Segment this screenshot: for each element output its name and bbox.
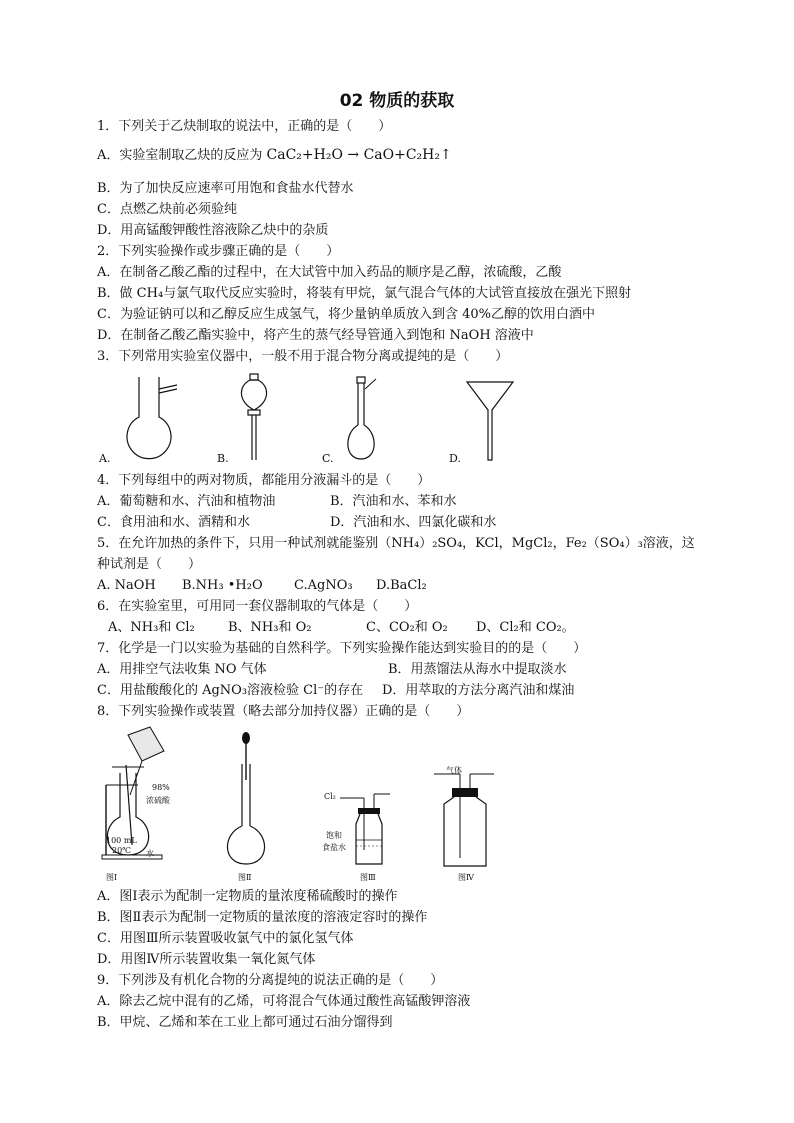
q1-option-a-equation: CaC₂+H₂O → CaO+C₂H₂↑ [266, 147, 452, 163]
fig1-acid-label: 浓硫酸 [146, 796, 170, 805]
q6-option-d: D、Cl₂和 CO₂。 [476, 620, 575, 635]
q5-stem-line2: 种试剂是（ ） [97, 557, 202, 572]
q2-option-c: C．为验证钠可以和乙醇反应生成氢气，将少量钠单质放入到含 40%乙醇的饮用白酒中 [97, 307, 595, 322]
fig1-flask-temp: 20℃ [112, 846, 132, 855]
page-title: 02 物质的获取 [339, 91, 455, 111]
q1-option-d: D．用高锰酸钾酸性溶液除乙炔中的杂质 [97, 223, 329, 238]
q3-label-c: C. [322, 452, 334, 465]
q6-option-b: B、NH₃和 O₂ [228, 620, 312, 635]
q1-option-a [97, 146, 452, 165]
q2-stem: 2．下列实验操作或步骤正确的是（ ） [97, 244, 340, 259]
figure-2-dropper-flask [220, 730, 280, 870]
q3-stem: 3．下列常用实验室仪器中，一般不用于混合物分离或提纯的是（ ） [97, 349, 509, 364]
q2-option-b: B．做 CH₄与氯气取代反应实验时，将装有甲烷，氯气混合气体的大试管直接放在强光下照射 [97, 286, 632, 301]
q1-stem: 1．下列关于乙炔制取的说法中，正确的是（ ） [97, 119, 392, 134]
q3-label-b: B. [217, 452, 229, 465]
fig4-label: 图Ⅳ [458, 873, 474, 882]
q3-label-a: A. [99, 452, 111, 465]
q7-option-b: B．用蒸馏法从海水中提取淡水 [388, 662, 567, 677]
q7-option-c: C．用盐酸酸化的 AgNO₃溶液检验 Cl⁻的存在 [97, 683, 364, 698]
fig4-gas-label: 气体 [446, 766, 462, 775]
q8-option-a: A．图Ⅰ表示为配制一定物质的量浓度稀硫酸时的操作 [97, 889, 398, 904]
fig1-water-label: 水 [146, 849, 154, 858]
q7-option-d: D．用萃取的方法分离汽油和煤油 [382, 683, 575, 698]
q4-option-d: D．汽油和水、四氯化碳和水 [330, 515, 497, 530]
q5-option-c: C.AgNO₃ [294, 578, 353, 593]
q5-option-d: D.BaCl₂ [376, 578, 427, 593]
figure-4-gas-bottle [430, 768, 500, 870]
q2-option-a: A．在制备乙酸乙酯的过程中，在大试管中加入药品的顺序是乙醇，浓硫酸，乙酸 [97, 265, 562, 280]
q1-option-a-text: A．实验室制取乙炔的反应为 [97, 148, 267, 163]
q7-stem: 7．化学是一门以实验为基础的自然科学。下列实验操作能达到实验目的的是（ ） [97, 641, 587, 656]
round-bottom-flask-icon [115, 375, 185, 465]
q1-option-b: B．为了加快反应速率可用饱和食盐水代替水 [97, 181, 354, 196]
fig1-concentration: 98% [152, 783, 170, 792]
fig3-brine-line2: 食盐水 [322, 843, 346, 852]
fig1-label: 图Ⅰ [106, 873, 118, 882]
q4-option-b: B．汽油和水、苯和水 [330, 494, 457, 509]
q4-option-c: C．食用油和水、酒精和水 [97, 515, 250, 530]
q8-option-b: B．图Ⅱ表示为配制一定物质的量浓度的溶液定容时的操作 [97, 910, 428, 925]
fig3-label: 图Ⅲ [360, 873, 376, 882]
separatory-funnel-icon [234, 372, 274, 464]
q9-stem: 9．下列涉及有机化合物的分离提纯的说法正确的是（ ） [97, 973, 444, 988]
q1-option-c: C．点燃乙炔前必须验纯 [97, 202, 237, 217]
q8-option-d: D．用图Ⅳ所示装置收集一氧化氮气体 [97, 952, 316, 967]
q4-stem: 4．下列每组中的两对物质，都能用分液漏斗的是（ ） [97, 473, 431, 488]
q5-option-b: B.NH₃ •H₂O [182, 578, 263, 593]
fig2-label: 图Ⅱ [238, 873, 252, 882]
q6-option-a: A、NH₃和 Cl₂ [108, 620, 195, 635]
funnel-icon [465, 380, 515, 464]
q6-stem: 6．在实验室里，可用同一套仪器制取的气体是（ ） [97, 599, 418, 614]
q9-option-a: A．除去乙烷中混有的乙烯，可将混合气体通过酸性高锰酸钾溶液 [97, 994, 471, 1009]
q8-option-c: C．用图Ⅲ所示装置吸收氯气中的氯化氢气体 [97, 931, 354, 946]
fig3-brine-line1: 饱和 [326, 831, 342, 840]
fig1-flask-volume: 100 mL [106, 836, 137, 845]
q8-stem: 8．下列实验操作或装置（略去部分加持仪器）正确的是（ ） [97, 704, 470, 719]
q5-stem-line1: 5．在允许加热的条件下，只用一种试剂就能鉴别（NH₄）₂SO₄，KCl，MgCl₂，Fe₂（SO₄）₃溶液，这 [97, 536, 695, 551]
q3-label-d: D. [449, 452, 461, 465]
q7-option-a: A．用排空气法收集 NO 气体 [97, 662, 267, 677]
q2-option-d: D．在制备乙酸乙酯实验中，将产生的蒸气经导管通入到饱和 NaOH 溶液中 [97, 328, 534, 343]
q6-option-c: C、CO₂和 O₂ [366, 620, 448, 635]
q5-option-a: A. NaOH [97, 578, 156, 593]
fig3-cl2-label: Cl₂ [324, 792, 336, 801]
q4-option-a: A．葡萄糖和水、汽油和植物油 [97, 494, 276, 509]
volumetric-flask-icon [342, 375, 382, 463]
q9-option-b: B．甲烷、乙烯和苯在工业上都可通过石油分馏得到 [97, 1015, 393, 1030]
